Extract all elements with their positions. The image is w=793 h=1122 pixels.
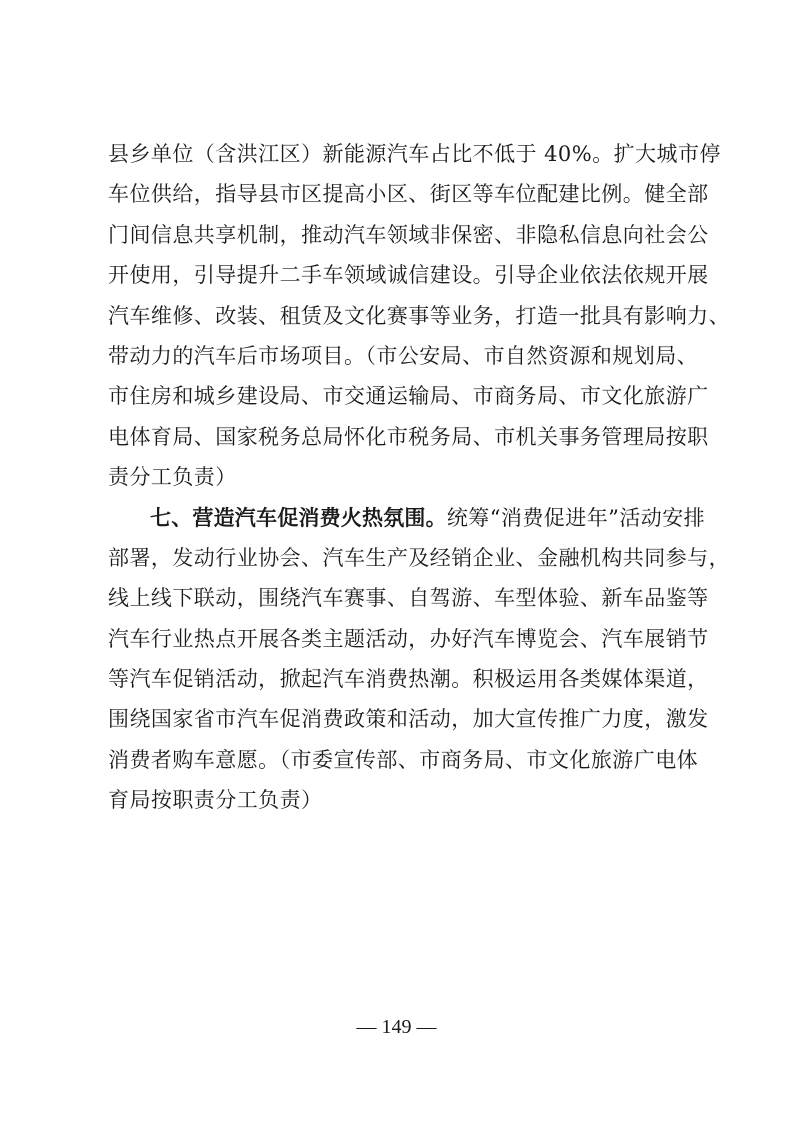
text-line: 责分工负责） xyxy=(108,465,237,490)
text-line: 县乡单位（含洪江区）新能源汽车占比不低于 40%。扩大城市停 xyxy=(108,142,721,166)
text-line xyxy=(108,498,706,538)
text-line: 围绕国家省市汽车促消费政策和活动，加大宣传推广力度，激发 xyxy=(108,707,709,732)
text-line: 汽车行业热点开展各类主题活动，办好汽车博览会、汽车展销节 xyxy=(108,626,709,651)
text-line: 线上线下联动，围绕汽车赛事、自驾游、车型体验、新车品鉴等 xyxy=(108,586,709,611)
text-line: 消费者购车意愿。（市委宣传部、市商务局、市文化旅游广电体 xyxy=(108,747,699,772)
document-body xyxy=(108,134,731,821)
page-number: — 149 — xyxy=(356,1016,437,1038)
paragraph-section-7 xyxy=(108,498,731,821)
text-line: 部署，发动行业协会、汽车生产及经销企业、金融机构共同参与， xyxy=(108,545,731,570)
text-line: 汽车维修、改装、租赁及文化赛事等业务，打造一批具有影响力、 xyxy=(108,303,731,328)
text-line: 门间信息共享机制，推动汽车领域非保密、非隐私信息向社会公 xyxy=(108,222,709,247)
text-line: 电体育局、国家税务总局怀化市税务局、市机关事务管理局按职 xyxy=(108,424,709,449)
text-line: 车位供给，指导县市区提高小区、街区等车位配建比例。健全部 xyxy=(108,182,709,207)
text-line: 开使用，引导提升二手车领域诚信建设。引导企业依法依规开展 xyxy=(108,263,709,288)
text-line: 市住房和城乡建设局、市交通运输局、市商务局、市文化旅游广 xyxy=(108,384,709,409)
paragraph-policy-continuation xyxy=(108,134,731,498)
text-line: 育局按职责分工负责） xyxy=(108,788,323,813)
section-body-start: 统筹“消费促进年”活动安排 xyxy=(446,505,706,530)
text-line: 带动力的汽车后市场项目。（市公安局、市自然资源和规划局、 xyxy=(108,343,699,368)
text-line: 等汽车促销活动，掀起汽车消费热潮。积极运用各类媒体渠道， xyxy=(108,667,709,692)
section-heading: 七、营造汽车促消费火热氛围。 xyxy=(150,505,447,530)
